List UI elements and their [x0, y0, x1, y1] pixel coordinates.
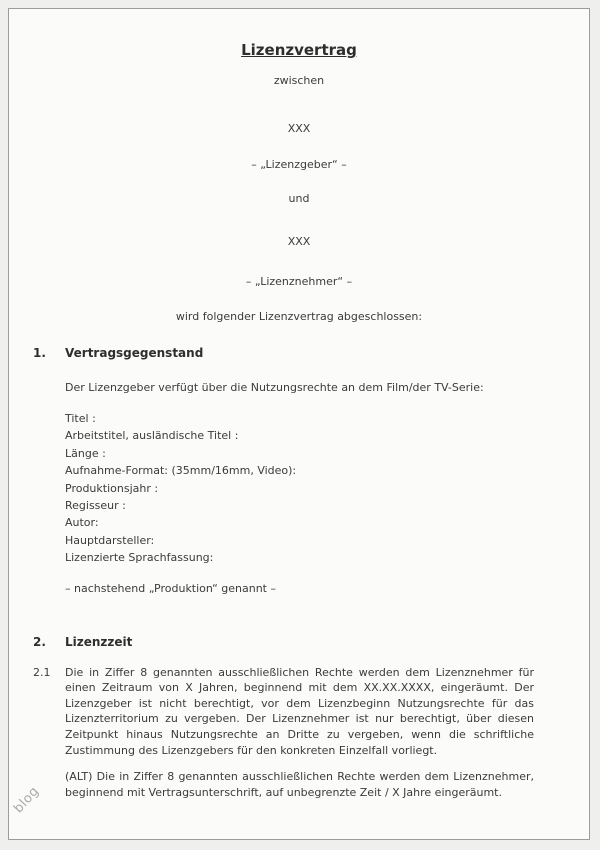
licensor-role-line: – „Lizenzgeber“ – [251, 158, 347, 171]
film-detail-fields [65, 410, 534, 567]
section-heading: Lizenzzeit [65, 634, 133, 649]
section-vertragsgegenstand [9, 345, 589, 597]
section-number: 2. [33, 634, 46, 649]
section-number: 1. [33, 346, 46, 360]
field-arbeitstitel: Arbeitstitel, ausländische Titel : [65, 429, 239, 443]
licensee-role-line: – „Lizenznehmer“ – [245, 275, 353, 288]
licensee-name-placeholder: XXX [287, 235, 311, 248]
field-hauptdarsteller: Hauptdarsteller: [65, 533, 155, 547]
section-heading-row [33, 634, 534, 651]
section-lizenzzeit [9, 634, 589, 801]
intro-line-zwischen: zwischen [273, 74, 325, 87]
intro-closing-line: wird folgender Lizenzvertrag abgeschlossen: [175, 310, 423, 323]
section-heading-row [33, 345, 534, 362]
intro-line-und: und [288, 192, 310, 205]
field-aufnahme-format: Aufnahme-Format: (35mm/16mm, Video): [65, 464, 297, 478]
document-page [8, 8, 590, 840]
clause-2-alt [33, 769, 534, 800]
clause-number: 2.1 [33, 665, 51, 679]
field-titel: Titel : [65, 412, 96, 425]
field-autor: Autor: [65, 516, 99, 530]
clause-text: Die in Ziffer 8 genannten ausschließlichen Rechte werden dem Lizenznehmer für einen Zeitraum von X Jahren, beginnend mit dem XX.XX.XXXX, eingeräumt. Der Lizenzgeber ist nicht berechtigt, vor dem Lizenzbeginn Nutzungsrechte für das Lizenzterritorium zu vergeben. Der Lizenznehmer ist nur berechtigt, über diesen Zeitpunkt hinaus Nutzungsrechte an Dritte zu vergeben, wenn die schriftliche Zustimmung des Lizenzgebers für den konkreten Einzelfall vorliegt. [65, 665, 534, 757]
section-intro-text: Der Lizenzgeber verfügt über die Nutzungsrechte an dem Film/der TV-Serie: [65, 381, 484, 394]
field-sprachfassung: Lizenzierte Sprachfassung: [65, 551, 214, 565]
contract-intro [9, 41, 589, 325]
section-footer-text: – nachstehend „Produktion“ genannt – [65, 581, 276, 595]
licensor-name-placeholder: XXX [287, 122, 311, 135]
section-body [65, 379, 534, 597]
field-produktionsjahr: Produktionsjahr : [65, 481, 159, 495]
field-regisseur: Regisseur : [65, 499, 126, 513]
section-heading: Vertragsgegenstand [65, 346, 204, 360]
clause-2-1 [33, 665, 534, 759]
blog-watermark: blog [11, 783, 43, 817]
page-title: Lizenzvertrag [241, 41, 357, 59]
field-laenge: Länge : [65, 446, 106, 460]
clause-text: (ALT) Die in Ziffer 8 genannten ausschließlichen Rechte werden dem Lizenznehmer, beginnend mit Vertragsunterschrift, auf unbegrenzte Zeit / X Jahre eingeräumt. [65, 770, 534, 799]
